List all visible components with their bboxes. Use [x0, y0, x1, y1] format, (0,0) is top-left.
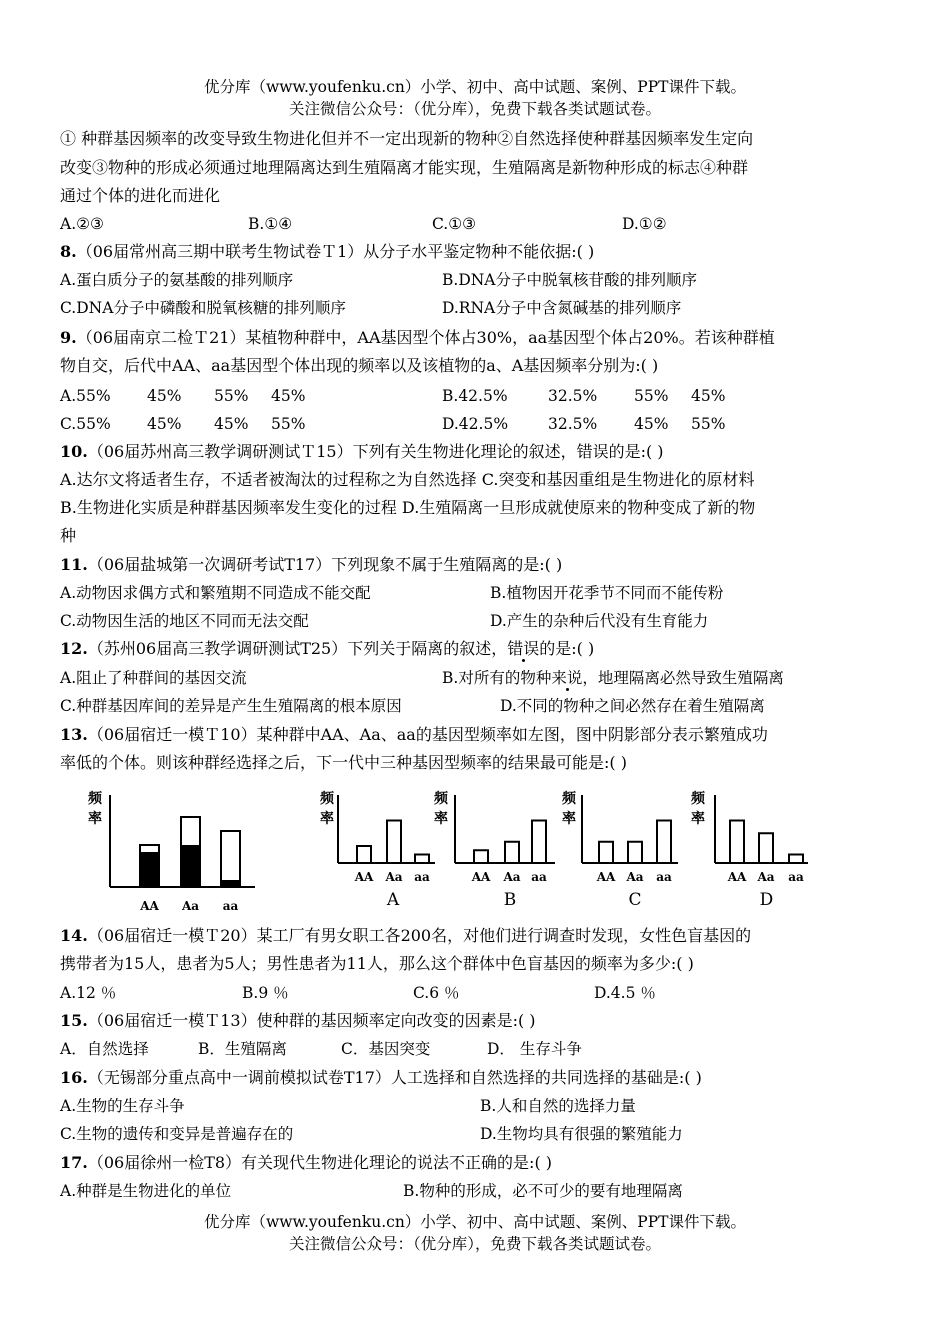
- q12-option-d: D.不同的物种之间必然存在着生殖隔离: [500, 697, 765, 715]
- q11-option-c: C.动物因生活的地区不同而无法交配: [60, 612, 309, 630]
- x-tick-label: AA: [471, 870, 491, 884]
- bar-Aa: [387, 821, 401, 864]
- q9-option-b-2: 32.5%: [548, 387, 598, 405]
- header-line-1: 优分库（www.youfenku.cn）小学、初中、高中试题、案例、PPT课件下载。: [203, 78, 747, 96]
- q14-stem-line-1: [60, 925, 751, 947]
- q7-option-c: C.①③: [432, 215, 477, 233]
- x-tick-label: aa: [222, 899, 239, 913]
- q12-option-b-emphasis: 来说: [551, 669, 583, 687]
- q15-option-c: C．基因突变: [341, 1040, 431, 1058]
- bar-shaded-Aa: [181, 845, 200, 887]
- x-tick-label: aa: [788, 870, 804, 884]
- q9-option-d-3: 45%: [634, 415, 669, 433]
- header-line-2: 关注微信公众号：（优分库），免费下载各类试题试卷。: [288, 100, 661, 118]
- q7-stem-line-3: 通过个体的进化而进化: [60, 186, 221, 205]
- q8-option-d: D.RNA分子中含氮碱基的排列顺序: [442, 299, 682, 317]
- q8-stem-text: （06届常州高三期中联考生物试卷Ｔ1）从分子水平鉴定物种不能依据:( ): [76, 242, 595, 261]
- q10-options-line-3: 种: [60, 526, 77, 545]
- q16-option-a: A.生物的生存斗争: [60, 1097, 185, 1115]
- x-tick-label: Aa: [503, 870, 521, 884]
- x-tick-label: AA: [354, 870, 374, 884]
- q17-option-a: A.种群是生物进化的单位: [60, 1182, 232, 1200]
- q9-option-c-1: C.55%: [60, 415, 111, 433]
- q17-stem-text: （06届徐州一检T8）有关现代生物进化理论的说法不正确的是:( ): [87, 1153, 553, 1172]
- q10-options-line-1: A.达尔文将适者生存，不适者被淘汰的过程称之为自然选择 C.突变和基因重组是生物进化的原材料: [60, 470, 755, 489]
- q9-option-b-3: 55%: [634, 387, 669, 405]
- bar-aa: [789, 855, 803, 864]
- q9-stem-line-2: 物自交，后代中AA、aa基因型个体出现的频率以及该植物的a、A基因频率分别为:( ): [60, 356, 659, 375]
- bar-Aa: [505, 842, 519, 863]
- q9-option-c-4: 55%: [271, 415, 306, 433]
- bar-AA: [599, 842, 613, 863]
- q7-stem-line-1: ① 种群基因频率的改变导致生物进化但并不一定出现新的物种②自然选择使种群基因频率发生定向: [60, 129, 754, 148]
- q7-stem-line-2: 改变③物种的形成必须通过地理隔离达到生殖隔离才能实现，生殖隔离是新物种形成的标志④种群: [60, 158, 749, 177]
- q14-option-a: A.12 ％: [60, 984, 117, 1002]
- q12-number: 12.: [60, 639, 88, 658]
- q9-number: 9.: [60, 328, 77, 347]
- q17-stem: [60, 1152, 552, 1174]
- y-axis-label-char: 率: [691, 811, 705, 827]
- chart-b: [434, 791, 555, 910]
- footer-line-1: 优分库（www.youfenku.cn）小学、初中、高中试题、案例、PPT课件下载。: [203, 1213, 747, 1231]
- q12-option-a: A.阻止了种群间的基因交流: [60, 669, 247, 687]
- q16-option-d: D.生物均具有很强的繁殖能力: [480, 1125, 683, 1143]
- q13-figures: [0, 785, 950, 925]
- q12-stem-emphasis: 错误: [507, 639, 540, 658]
- y-axis-label-char: 率: [434, 811, 448, 827]
- bar-AA: [474, 850, 488, 863]
- q9-option-c-2: 45%: [147, 415, 182, 433]
- q9-stem-line-1: [60, 327, 775, 349]
- bar-Aa: [628, 842, 642, 863]
- chart-title: D: [759, 890, 774, 910]
- q8-number: 8.: [60, 242, 77, 261]
- q15-number: 15.: [60, 1011, 88, 1030]
- q9-stem-text-1: （06届南京二检Ｔ21）某植物种群中，AA基因型个体占30%，aa基因型个体占20%。若该种群植: [76, 328, 775, 347]
- chart-title: C: [628, 890, 642, 910]
- q12-option-c: C.种群基因库间的差异是产生生殖隔离的根本原因: [60, 697, 402, 715]
- q9-option-a-1: A.55%: [60, 387, 111, 405]
- x-tick-label: Aa: [181, 899, 200, 913]
- x-tick-label: AA: [727, 870, 747, 884]
- q16-stem-text: （无锡部分重点高中一调前模拟试卷T17）人工选择和自然选择的共同选择的基础是:( ): [87, 1068, 702, 1087]
- q16-stem: [60, 1067, 702, 1089]
- bar-aa: [221, 831, 240, 887]
- q11-stem-text: （06届盐城第一次调研考试T17）下列现象不属于生殖隔离的是:( ): [87, 555, 563, 574]
- bar-AA: [357, 846, 371, 863]
- q8-stem: [60, 241, 594, 263]
- q15-option-b: B．生殖隔离: [198, 1040, 287, 1058]
- q9-option-a-4: 45%: [271, 387, 306, 405]
- y-axis-label-char: 频: [434, 791, 448, 807]
- q15-option-a: A．自然选择: [60, 1040, 149, 1058]
- q11-stem: [60, 554, 562, 576]
- footer-line-2: 关注微信公众号：（优分库），免费下载各类试题试卷。: [288, 1235, 661, 1253]
- y-axis-label-char: 频: [562, 791, 576, 807]
- chart-original: [88, 791, 255, 913]
- x-tick-label: Aa: [385, 870, 403, 884]
- q13-stem-text-1: （06届宿迁一模Ｔ10）某种群中AA、Aa、aa的基因型频率如左图，图中阴影部分表示繁殖成功: [87, 725, 768, 744]
- q7-option-a: A.②③: [60, 215, 104, 233]
- q14-stem-text-1: （06届宿迁一模Ｔ20）某工厂有男女职工各200名，对他们进行调查时发现，女性色盲基因的: [87, 926, 752, 945]
- x-tick-label: Aa: [757, 870, 775, 884]
- y-axis-label-char: 频: [691, 791, 705, 807]
- x-tick-label: AA: [140, 899, 159, 913]
- q14-option-d: D.4.5 ％: [594, 984, 656, 1002]
- x-tick-label: aa: [656, 870, 672, 884]
- q13-number: 13.: [60, 725, 88, 744]
- chart-d: [691, 791, 808, 910]
- q12-option-b-post: ，地理隔离必然导致生殖隔离: [582, 669, 784, 687]
- q17-option-b: B.物种的形成，必不可少的要有地理隔离: [403, 1182, 683, 1200]
- q9-option-d-1: D.42.5%: [442, 415, 509, 433]
- q8-option-b: B.DNA分子中脱氧核苷酸的排列顺序: [442, 271, 698, 289]
- q11-option-a: A.动物因求偶方式和繁殖期不同造成不能交配: [60, 584, 371, 602]
- chart-a: [320, 791, 435, 910]
- q11-option-b: B.植物因开花季节不同而不能传粉: [490, 584, 724, 602]
- q16-number: 16.: [60, 1068, 88, 1087]
- chart-title: A: [386, 890, 400, 910]
- q17-number: 17.: [60, 1153, 88, 1172]
- q15-option-d: D． 生存斗争: [487, 1040, 582, 1058]
- q9-option-b-4: 45%: [691, 387, 726, 405]
- q10-options-line-2: B.生物进化实质是种群基因频率发生变化的过程 D.生殖隔离一旦形成就使原来的物种变成了新的物: [60, 498, 756, 517]
- y-axis-label-char: 率: [562, 811, 576, 827]
- q9-option-a-3: 55%: [214, 387, 249, 405]
- q12-stem-post: 的是:( ): [539, 639, 595, 658]
- bar-AA: [730, 821, 744, 864]
- q7-option-d: D.①②: [622, 215, 667, 233]
- q9-option-c-3: 45%: [214, 415, 249, 433]
- q16-option-b: B.人和自然的选择力量: [480, 1097, 636, 1115]
- q8-option-a: A.蛋白质分子的氨基酸的排列顺序: [60, 271, 294, 289]
- q14-option-b: B.9 ％: [242, 984, 289, 1002]
- q7-option-b: B.①④: [248, 215, 293, 233]
- x-tick-label: aa: [414, 870, 430, 884]
- bar-aa: [657, 821, 671, 864]
- bar-aa: [532, 821, 546, 864]
- q9-option-b-1: B.42.5%: [442, 387, 508, 405]
- q13-stem-line-2: 率低的个体。则该种群经选择之后，下一代中三种基因型频率的结果最可能是:( ): [60, 753, 627, 772]
- q10-stem-text: （06届苏州高三教学调研测试Ｔ15）下列有关生物进化理论的叙述，错误的是:( ): [87, 442, 664, 461]
- q9-option-d-2: 32.5%: [548, 415, 598, 433]
- x-tick-label: AA: [596, 870, 616, 884]
- q16-option-c: C.生物的遗传和变异是普遍存在的: [60, 1125, 294, 1143]
- q12-option-b-pre: B.对所有的物种: [442, 669, 552, 687]
- q9-option-d-4: 55%: [691, 415, 726, 433]
- x-tick-label: aa: [531, 870, 547, 884]
- chart-title: B: [503, 890, 517, 910]
- bar-shaded-AA: [140, 852, 159, 887]
- q15-stem-text: （06届宿迁一模Ｔ13）使种群的基因频率定向改变的因素是:( ): [87, 1011, 536, 1030]
- q12-option-b: [442, 667, 784, 689]
- q9-option-a-2: 45%: [147, 387, 182, 405]
- bar-shaded-aa: [221, 880, 240, 887]
- q11-option-d: D.产生的杂种后代没有生育能力: [490, 612, 709, 630]
- q14-option-c: C.6 ％: [413, 984, 460, 1002]
- q14-number: 14.: [60, 926, 88, 945]
- x-tick-label: Aa: [626, 870, 644, 884]
- q12-stem: [60, 638, 594, 660]
- y-axis-label-char: 率: [88, 811, 102, 827]
- q10-number: 10.: [60, 442, 88, 461]
- bar-Aa: [759, 833, 773, 863]
- y-axis-label-char: 频: [88, 791, 102, 807]
- q11-number: 11.: [60, 555, 88, 574]
- y-axis-label-char: 率: [320, 811, 334, 827]
- y-axis-label-char: 频: [320, 791, 334, 807]
- q12-stem-pre: （苏州06届高三教学调研测试T25）下列关于隔离的叙述，: [87, 639, 508, 658]
- q10-stem: [60, 441, 664, 463]
- bar-aa: [415, 855, 429, 864]
- q15-stem: [60, 1010, 536, 1032]
- q14-stem-line-2: 携带者为15人，患者为5人；男性患者为11人，那么这个群体中色盲基因的频率为多少:( ): [60, 954, 694, 973]
- q8-option-c: C.DNA分子中磷酸和脱氧核糖的排列顺序: [60, 299, 346, 317]
- q13-stem-line-1: [60, 724, 768, 746]
- chart-c: [562, 791, 678, 910]
